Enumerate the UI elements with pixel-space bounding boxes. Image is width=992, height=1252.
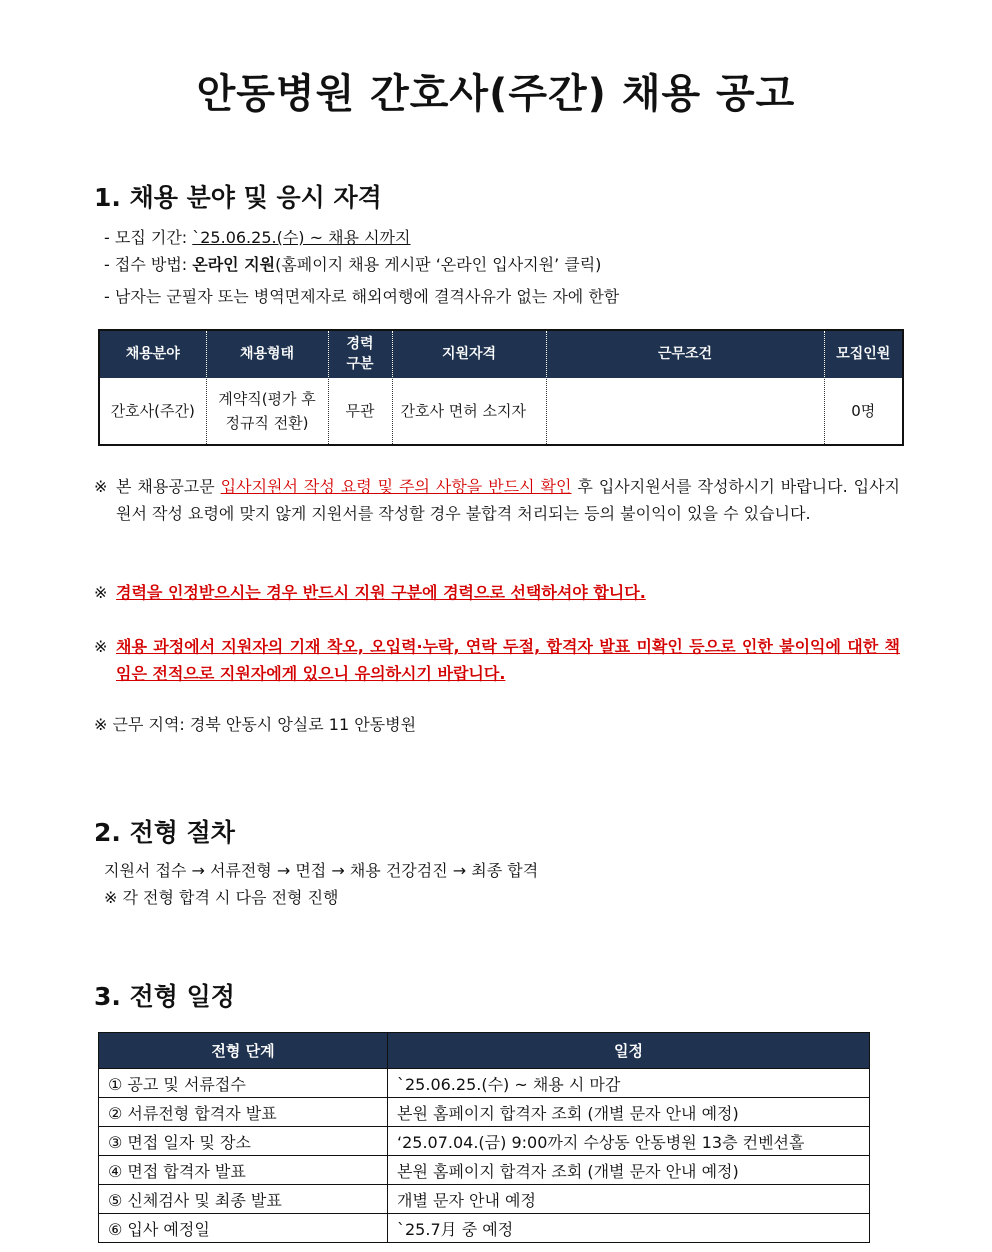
table-row (99, 1098, 870, 1127)
section1-heading: 1. 채용 분야 및 응시 자격 (94, 183, 382, 212)
note-guidelines (94, 473, 900, 527)
th-conditions: 근무조건 (546, 330, 824, 378)
cell-schedule: 본원 홈페이지 합격자 조회 (개별 문자 안내 예정) (388, 1098, 870, 1127)
table-row (99, 1127, 870, 1156)
table-row (99, 1069, 870, 1098)
process-note: ※ 각 전형 합격 시 다음 전형 진행 (104, 888, 339, 907)
military-requirement: - 남자는 군필자 또는 병역면제자로 해외여행에 결격사유가 없는 자에 한함 (104, 287, 620, 306)
recruitment-table-header (99, 330, 903, 378)
cell-stage: ② 서류전형 합격자 발표 (99, 1098, 388, 1127)
table-row (99, 378, 903, 445)
cell-stage: ⑤ 신체검사 및 최종 발표 (99, 1185, 388, 1214)
th-schedule: 일정 (388, 1033, 870, 1069)
recruit-period-label: - 모집 기간: (104, 228, 193, 247)
recruit-period (104, 227, 410, 249)
cell-stage: ③ 면접 일자 및 장소 (99, 1127, 388, 1156)
cell-schedule: 본원 홈페이지 합격자 조회 (개별 문자 안내 예정) (388, 1156, 870, 1185)
cell-qualification: 간호사 면허 소지자 (392, 378, 546, 445)
note-career (94, 579, 900, 606)
cell-type: 계약직(평가 후 정규직 전환) (206, 378, 328, 445)
cell-stage: ⑥ 입사 예정일 (99, 1214, 388, 1243)
cell-schedule: `25.06.25.(수) ~ 채용 시 마감 (388, 1069, 870, 1098)
note-guidelines-text (116, 473, 900, 527)
section3-heading: 3. 전형 일정 (94, 982, 235, 1011)
section2-heading: 2. 전형 절차 (94, 818, 235, 847)
schedule-table-header (99, 1033, 870, 1069)
recruitment-table (98, 329, 904, 446)
page-title: 안동병원 간호사(주간) 채용 공고 (196, 71, 796, 117)
th-field: 채용분야 (99, 330, 206, 378)
cell-schedule: 개별 문자 안내 예정 (388, 1185, 870, 1214)
process-flow: 지원서 접수 → 서류전형 → 면접 → 채용 건강검진 → 최종 합격 (104, 861, 539, 880)
th-stage: 전형 단계 (99, 1033, 388, 1069)
table-row (99, 1214, 870, 1243)
cell-stage: ① 공고 및 서류접수 (99, 1069, 388, 1098)
note-responsibility (94, 633, 900, 687)
cell-career: 무관 (328, 378, 392, 445)
cell-schedule: `25.7月 중 예정 (388, 1214, 870, 1243)
cell-field: 간호사(주간) (99, 378, 206, 445)
apply-method-label: - 접수 방법: (104, 255, 193, 274)
apply-method-bold: 온라인 지원 (192, 255, 276, 274)
table-row (99, 1156, 870, 1185)
cell-headcount: 0명 (824, 378, 903, 445)
th-headcount: 모집인원 (824, 330, 903, 378)
recruit-period-value: `25.06.25.(수) ~ 채용 시까지 (192, 228, 411, 247)
note-guidelines-pre: 본 채용공고문 (116, 477, 221, 496)
th-type: 채용형태 (206, 330, 328, 378)
cell-schedule: ‘25.07.04.(금) 9:00까지 수상동 안동병원 13층 컨벤션홀 (388, 1127, 870, 1156)
table-row (99, 1185, 870, 1214)
apply-method (104, 254, 601, 276)
note-mark: ※ (94, 583, 108, 602)
work-location: ※ 근무 지역: 경북 안동시 앙실로 11 안동병원 (94, 715, 417, 734)
note-mark: ※ (94, 637, 108, 656)
note-guidelines-post: 후 입사지원서를 작성하시기 바랍니다. 입사지원서 작성 요령에 맞지 않게 지원서를 작성할 경우 불합격 처리되는 등의 불이익이 있을 수 있습니다. (116, 477, 900, 523)
apply-method-detail: (홈페이지 채용 게시판 ‘온라인 입사지원’ 클릭) (275, 255, 602, 274)
cell-stage: ④ 면접 합격자 발표 (99, 1156, 388, 1185)
th-career: 경력 구분 (328, 330, 392, 378)
note-guidelines-highlight: 입사지원서 작성 요령 및 주의 사항을 반드시 확인 (220, 477, 572, 496)
th-qualification: 지원자격 (392, 330, 546, 378)
note-responsibility-text: 채용 과정에서 지원자의 기재 착오, 오입력·누락, 연락 두절, 합격자 발표 미확인 등으로 인한 불이익에 대한 책임은 전적으로 지원자에게 있으니 유의하시기 바랍니다. (116, 637, 900, 683)
note-career-text: 경력을 인정받으시는 경우 반드시 지원 구분에 경력으로 선택하셔야 합니다. (116, 583, 646, 602)
schedule-table (98, 1032, 870, 1243)
note-mark: ※ (94, 477, 108, 496)
cell-conditions (546, 378, 824, 445)
